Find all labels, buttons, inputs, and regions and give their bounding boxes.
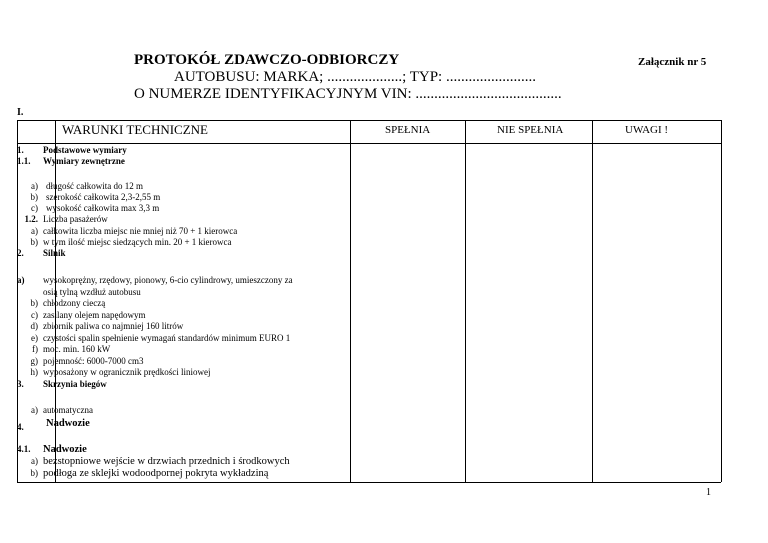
row-text: automatyczna	[43, 405, 93, 415]
row-text: bezstopniowe wejście w drzwiach przednich i środkowych	[43, 456, 290, 467]
row-number: d)	[30, 321, 38, 331]
row-text: Silnik	[43, 248, 66, 258]
column-divider	[465, 120, 466, 482]
row-number: a)	[31, 456, 38, 466]
table-row	[17, 192, 357, 203]
table-row	[17, 214, 357, 225]
row-text: Wymiary zewnętrzne	[43, 156, 125, 166]
row-text: wysokoprężny, rzędowy, pionowy, 6-cio cylindrowy, umieszczony za	[43, 275, 293, 285]
row-text: podłoga ze sklejki wodoodpornej pokryta wykładziną	[43, 468, 269, 479]
table-row	[17, 298, 357, 309]
table-row	[17, 356, 357, 367]
row-number: g)	[30, 356, 38, 366]
table-row	[17, 333, 357, 344]
table-row	[17, 237, 357, 248]
header-remarks: UWAGI !	[625, 124, 669, 136]
row-text: w tym ilość miejsc siedzących min. 20 + 1 kierowca	[43, 237, 232, 247]
table-row	[17, 310, 357, 321]
row-text: moc. min. 160 kW	[43, 344, 111, 354]
row-text: osią tylną wzdłuż autobusu	[43, 287, 141, 297]
table-row	[17, 181, 357, 192]
row-text: szerokość całkowita 2,3-2,55 m	[46, 192, 161, 202]
row-text: pojemność: 6000-7000 cm3	[43, 356, 144, 366]
row-number: 4.	[17, 422, 24, 432]
attachment-label: Załącznik nr 5	[638, 56, 707, 68]
row-number: b)	[30, 192, 38, 202]
row-number: 4.1.	[17, 444, 31, 454]
table-row	[17, 418, 357, 432]
table-row	[17, 367, 357, 378]
row-number: a)	[31, 181, 38, 191]
row-number: a)	[17, 275, 25, 285]
row-number: 1.2.	[24, 214, 38, 224]
row-number: c)	[31, 310, 38, 320]
table-row	[17, 226, 357, 237]
header-meets: SPEŁNIA	[385, 124, 431, 136]
row-text: zasilany olejem napędowym	[43, 310, 146, 320]
row-text: wysokość całkowita max 3,3 m	[46, 203, 160, 213]
row-number: c)	[31, 203, 38, 213]
row-number: b)	[30, 468, 38, 478]
table-row	[17, 287, 357, 298]
table-row	[17, 275, 357, 286]
table-bottom-border	[17, 482, 721, 483]
title-line-vin: O NUMERZE IDENTYFIKACYJNYM VIN: .......................................	[134, 86, 562, 102]
row-text: Liczba pasażerów	[43, 214, 108, 224]
row-text: długość całkowita do 12 m	[46, 181, 143, 191]
row-text: zbiornik paliwa co najmniej 160 litrów	[43, 321, 184, 331]
table-row	[17, 248, 357, 259]
header-not-meets: NIE SPEŁNIA	[497, 124, 564, 136]
row-number: 2.	[17, 248, 24, 258]
title-line-bus-make-type: AUTOBUSU: MARKA; ....................; TYP: ........................	[174, 69, 536, 85]
row-number: f)	[32, 344, 38, 354]
table-row	[17, 344, 357, 355]
header-conditions: WARUNKI TECHNICZNE	[62, 122, 208, 137]
row-text: Nadwozie	[43, 444, 87, 455]
table-row	[17, 156, 357, 167]
row-number: h)	[30, 367, 38, 377]
row-text: czystości spalin spełnienie wymagań standardów minimum EURO 1	[43, 333, 291, 343]
row-number: a)	[31, 405, 38, 415]
row-number: 1.	[17, 145, 24, 155]
table-row	[17, 405, 357, 416]
row-text: Nadwozie	[46, 418, 90, 429]
section-roman-numeral: I.	[17, 107, 24, 118]
column-divider	[592, 120, 593, 482]
table-row	[17, 379, 357, 390]
row-number: e)	[31, 333, 38, 343]
row-number: 3.	[17, 379, 24, 389]
table-top-border	[17, 120, 721, 121]
row-text: całkowita liczba miejsc nie mniej niż 70 + 1 kierowca	[43, 226, 238, 236]
row-number: a)	[31, 226, 38, 236]
row-number: b)	[30, 237, 38, 247]
table-right-border	[721, 120, 722, 482]
row-text: Podstawowe wymiary	[43, 145, 127, 155]
row-text: wyposażony w ogranicznik prędkości liniowej	[43, 367, 211, 377]
page-number: 1	[706, 487, 711, 498]
table-row	[17, 468, 357, 479]
table-row	[17, 444, 357, 455]
row-text: Skrzynia biegów	[43, 379, 107, 389]
table-header-border	[17, 143, 721, 144]
row-text: chłodzony cieczą	[43, 298, 106, 308]
row-number: b)	[30, 298, 38, 308]
table-row	[17, 203, 357, 214]
table-row	[17, 321, 357, 332]
row-number: 1.1.	[17, 156, 31, 166]
document-title: PROTOKÓŁ ZDAWCZO-ODBIORCZY	[134, 52, 400, 68]
table-row	[17, 456, 357, 467]
